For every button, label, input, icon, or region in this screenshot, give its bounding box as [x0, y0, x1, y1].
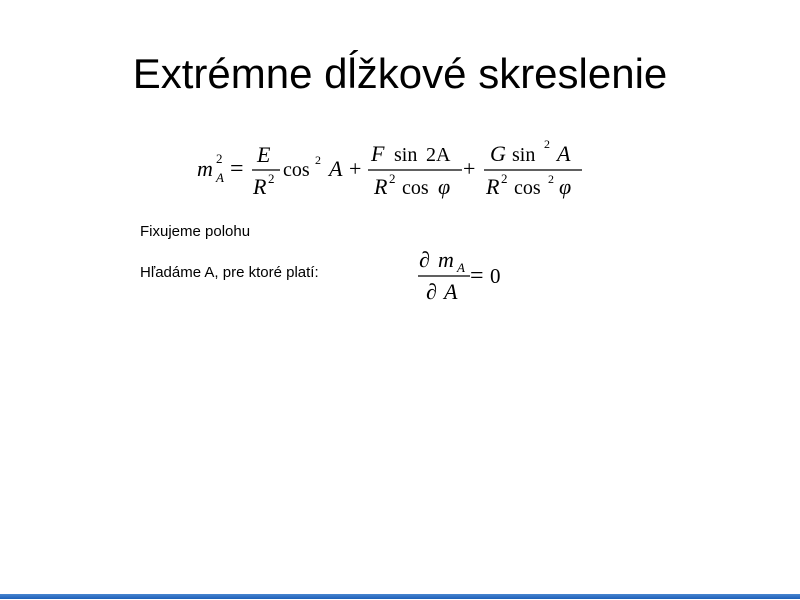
bottom-accent-bar — [0, 594, 800, 599]
term3-den-cos-sup: 2 — [548, 172, 554, 186]
plus-sign-1: + — [349, 156, 362, 181]
lhs-sub: A — [216, 170, 224, 185]
term1-cos-sup: 2 — [315, 153, 321, 167]
derivative-formula — [410, 240, 520, 310]
derivative-num-partial: ∂ — [419, 247, 430, 272]
main-formula — [0, 130, 800, 210]
term3-den-phi: φ — [559, 174, 572, 199]
term3-num-sin: sin — [512, 144, 536, 166]
term2-num-arg: 2A — [426, 144, 451, 166]
term1-cos: cos — [283, 159, 310, 181]
term2-den-R: R — [374, 174, 388, 199]
term2-den-phi: φ — [438, 174, 451, 199]
derivative-equals: = — [470, 263, 484, 289]
term3-num-sin-sup: 2 — [544, 137, 550, 151]
term1-denominator-sup: 2 — [268, 171, 275, 186]
term2-num-sin: sin — [394, 144, 418, 166]
term2-den-R-sup: 2 — [389, 171, 396, 186]
term3-den-cos: cos — [514, 177, 541, 199]
term2-den-cos: cos — [402, 177, 429, 199]
equals-sign: = — [230, 156, 244, 182]
derivative-den-var: A — [444, 279, 458, 304]
term3-num-G: G — [490, 141, 506, 166]
slide-title: Extrémne dĺžkové skreslenie — [132, 50, 668, 97]
term1-arg: A — [329, 156, 343, 181]
lhs-m: m — [197, 156, 213, 181]
derivative-num-sub: A — [457, 260, 465, 275]
plus-sign-2: + — [463, 156, 476, 181]
find-condition-text: Hľadáme A, pre ktoré platí: — [140, 264, 319, 281]
term3-den-R-sup: 2 — [501, 171, 508, 186]
term2-num-F: F — [371, 141, 385, 166]
fix-position-text: Fixujeme polohu — [140, 223, 251, 240]
term1-denominator: R — [253, 174, 267, 199]
term3-den-R: R — [486, 174, 500, 199]
derivative-den-partial: ∂ — [426, 279, 437, 304]
derivative-num-m: m — [438, 247, 454, 272]
derivative-rhs: 0 — [490, 264, 501, 288]
term3-num-arg: A — [557, 141, 571, 166]
lhs-sup: 2 — [216, 151, 223, 166]
term1-numerator: E — [257, 142, 271, 167]
